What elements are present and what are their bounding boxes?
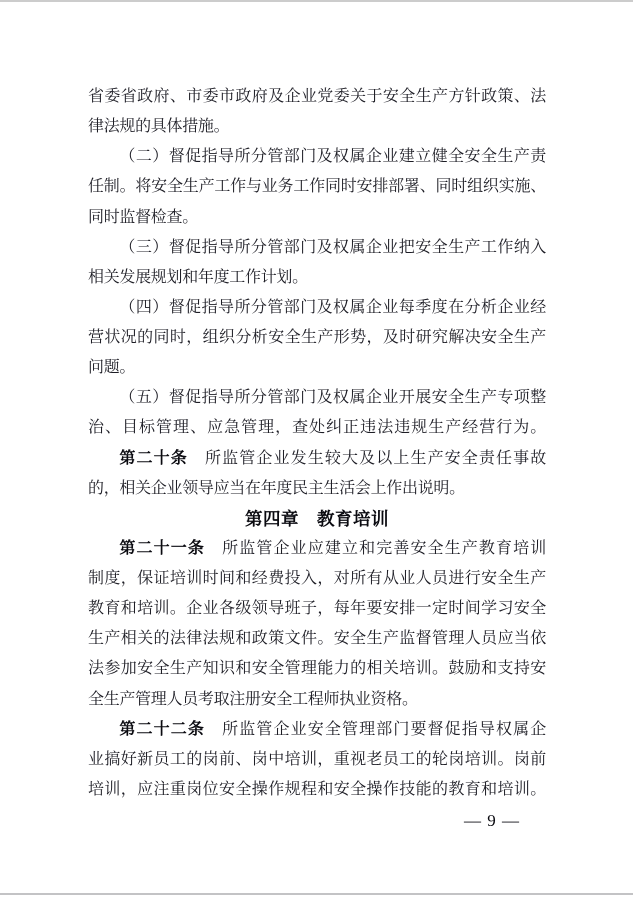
article-number: 第二十一条 <box>119 539 205 557</box>
line-text: 法参加安全生产知识和安全管理能力的相关培训。鼓励和支持安 <box>88 660 546 678</box>
line-text: 治、目标管理、应急管理，查处纠正违法违规生产经营行为。 <box>88 419 546 437</box>
text-line <box>88 474 546 504</box>
text-line <box>88 82 546 112</box>
text-line <box>88 775 546 805</box>
page-number: — 9 — <box>464 811 520 830</box>
text-line <box>88 112 546 142</box>
scan-edge-bottom-line <box>0 893 633 895</box>
line-text: 培训，应注重岗位安全操作规程和安全操作技能的教育和培训。 <box>88 780 546 798</box>
line-text: 省委省政府、市委市政府及企业党委关于安全生产方针政策、法 <box>88 88 546 105</box>
line-text: 营状况的同时，组织分析安全生产形势，及时研究解决安全生产 <box>88 329 546 346</box>
line-text: （四）督促指导所分管部门及权属企业每季度在分析企业经 <box>119 298 546 316</box>
text-line <box>88 233 546 263</box>
text-line <box>88 172 546 202</box>
text-line <box>88 594 546 624</box>
text-line <box>88 745 546 775</box>
line-text: 问题。 <box>88 359 136 377</box>
text-line <box>88 624 546 654</box>
line-text: 教育和培训。企业各级领导班子，每年要安排一定时间学习安全 <box>88 600 546 618</box>
text-line <box>88 654 546 684</box>
line-text: （五）督促指导所分管部门及权属企业开展安全生产专项整 <box>119 389 546 407</box>
text-line <box>88 293 546 323</box>
line-text: 任制。将安全生产工作与业务工作同时安排部署、同时组织实施、 <box>88 178 546 196</box>
line-text: 所监管企业发生较大及以上生产安全责任事故 <box>187 449 546 467</box>
chapter-heading: 第四章 教育培训 <box>245 508 389 529</box>
line-text: 全生产管理人员考取注册安全工程师执业资格。 <box>88 690 418 708</box>
document-body <box>88 82 546 805</box>
line-text: （三）督促指导所分管部门及权属企业把安全生产工作纳入 <box>119 238 546 256</box>
text-line <box>88 203 546 233</box>
scan-edge-top-line <box>0 0 633 2</box>
text-line <box>88 383 546 413</box>
text-line <box>88 263 546 293</box>
line-text: 律法规的具体措施。 <box>88 118 230 136</box>
text-line <box>88 413 546 443</box>
text-line <box>88 685 546 715</box>
text-line <box>88 534 546 564</box>
article-number: 第二十二条 <box>119 720 205 738</box>
line-text: （二）督促指导所分管部门及权属企业建立健全安全生产责 <box>119 148 546 166</box>
line-text: 制度，保证培训时间和经费投入，对所有从业人员进行安全生产 <box>88 570 546 587</box>
line-text: 同时监督检查。 <box>88 208 198 226</box>
line-text: 相关发展规划和年度工作计划。 <box>88 268 308 286</box>
text-line <box>88 323 546 353</box>
line-text: 生产相关的法律法规和政策文件。安全生产监督管理人员应当依 <box>88 630 546 648</box>
text-line <box>88 142 546 172</box>
article-number: 第二十条 <box>119 449 188 467</box>
text-line <box>88 564 546 594</box>
line-text: 业搞好新员工的岗前、岗中培训，重视老员工的轮岗培训。岗前 <box>88 750 546 768</box>
line-text: 的，相关企业领导应当在年度民主生活会上作出说明。 <box>88 479 465 497</box>
line-text: 所监管企业安全管理部门要督促指导权属企 <box>205 720 546 738</box>
text-line <box>88 353 546 383</box>
line-text: 所监管企业应建立和完善安全生产教育培训 <box>205 539 546 557</box>
text-line <box>88 444 546 474</box>
text-line <box>88 715 546 745</box>
